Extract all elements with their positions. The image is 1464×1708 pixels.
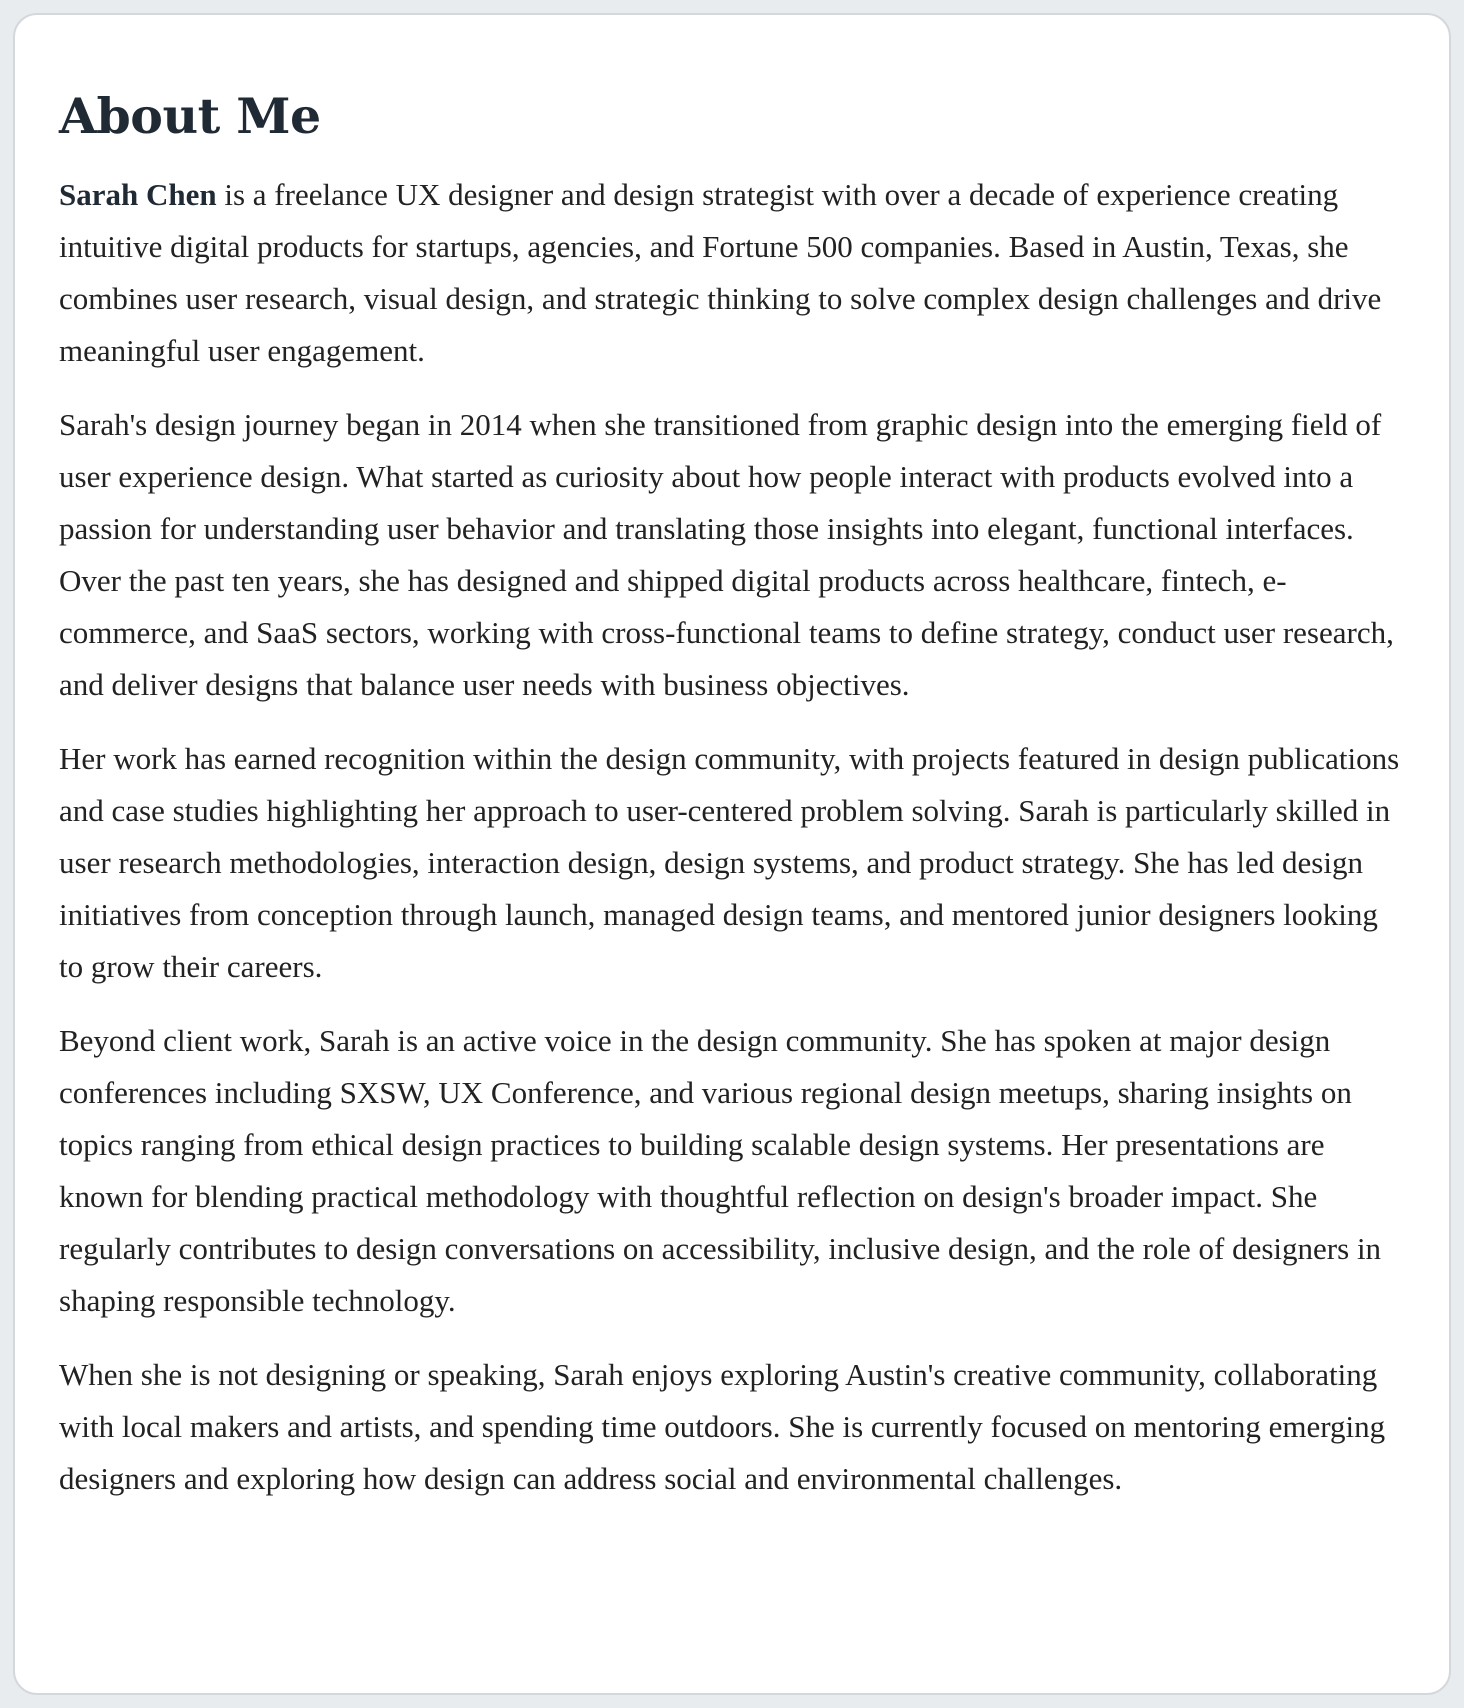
author-name: Sarah Chen — [59, 177, 217, 212]
intro-text: is a freelance UX designer and design strategist with over a decade of experience creating intuitive digital products for startups, agencies, and Fortune 500 companies. Based in Austin, Texas, she combines user research, visual design, and strategic thinking to solve complex design challenges and drive meaningful user engagement. — [59, 177, 1382, 368]
paragraph-journey: Sarah's design journey began in 2014 when she transitioned from graphic design into the emerging field of user experience design. What started as curiosity about how people interact with products evolved into a passion for understanding user behavior and translating those insights into elegant, functional interfaces. Over the past ten years, she has designed and shipped digital products across healthcare, fintech, e-commerce, and SaaS sectors, working with cross-functional teams to define strategy, conduct user research, and deliver designs that balance user needs with business objectives. — [59, 407, 1394, 702]
paragraph-community: Beyond client work, Sarah is an active voice in the design community. She has spoken at major design conferences including SXSW, UX Conference, and various regional design meetups, sharing insights on topics ranging from ethical design practices to building scalable design systems. Her presentations are known for blending practical methodology with thoughtful reflection on design's broader impact. She regularly contributes to design conversations on accessibility, inclusive design, and the role of designers in shaping responsible technology. — [59, 1023, 1382, 1318]
about-card — [13, 13, 1451, 1695]
intro-paragraph — [59, 169, 1405, 377]
paragraph-recognition: Her work has earned recognition within the design community, with projects featured in design publications and case studies highlighting her approach to user-centered problem solving. Sarah is particularly skilled in user research methodologies, interaction design, design systems, and product strategy. She has led design initiatives from conception through launch, managed design teams, and mentored junior designers looking to grow their careers. — [59, 741, 1400, 984]
page-title: About Me — [59, 87, 321, 145]
paragraph-personal: When she is not designing or speaking, Sarah enjoys exploring Austin's creative community, collaborating with local makers and artists, and spending time outdoors. She is currently focused on mentoring emerging designers and exploring how design can address social and environmental challenges. — [59, 1357, 1386, 1496]
